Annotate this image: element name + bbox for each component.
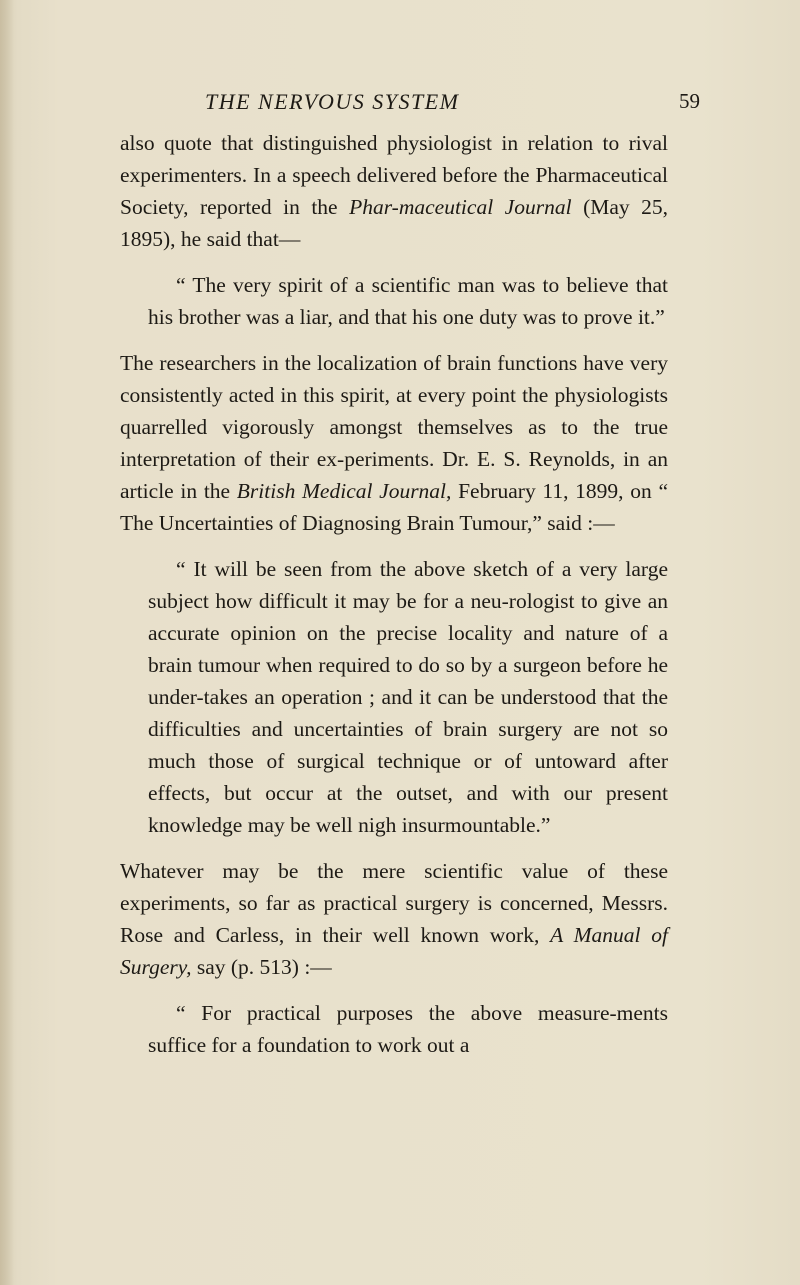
paragraph-whatever: Whatever may be the mere scientific value of these experiments, so far as practical surgery is concerned, Messrs. Rose and Carless, in their well known work, A Manual of Surgery, say (p. 513) :— <box>120 859 669 979</box>
page-edge-shadow <box>0 0 14 1285</box>
page-body <box>120 127 668 1061</box>
running-title: THE NERVOUS SYSTEM <box>205 89 460 114</box>
page-header <box>120 89 700 119</box>
quote-reynolds: “ It will be seen from the above sketch of a very large subject how difficult it may be for a neu-rologist to give an accurate opinion on the precise locality and nature of a brain tumour when required to do so by a surgeon before he under-takes an operation ; and it can be understood that the difficulties and uncertainties of brain surgery are not so much those of surgical technique or of untoward after effects, but occur at the outset, and with our present knowledge may be well nigh insurmountable.” <box>148 557 668 837</box>
book-title-manual-of-surgery: A Manual of Surgery, <box>120 923 669 979</box>
paragraph-1: also quote that distinguished physiologist in relation to rival experimenters. In a speech delivered before the Pharmaceutical Society, reported in the Phar-maceutical Journal (May 25, 1895), he said that— <box>120 131 669 251</box>
paragraph-researchers: The researchers in the localization of brain functions have very consistently acted in this spirit, at every point the physiologists quarrelled vigorously amongst themselves as to the true interpretation of their ex-periments. Dr. E. S. Reynolds, in an article in the British Medical Journal, February 11, 1899, on “ The Uncertainties of Diagnosing Brain Tumour,” said :— <box>120 351 668 535</box>
journal-title-bmj: British Medical Journal, <box>236 479 452 503</box>
page-number: 59 <box>679 89 700 113</box>
quote-rose-carless: “ For practical purposes the above measure-ments suffice for a foundation to work out a <box>148 1001 668 1057</box>
journal-title-pharmaceutical: Phar-maceutical Journal <box>349 195 572 219</box>
quote-scientific-spirit: “ The very spirit of a scientific man was to believe that his brother was a liar, and that his one duty was to prove it.” <box>148 273 668 329</box>
